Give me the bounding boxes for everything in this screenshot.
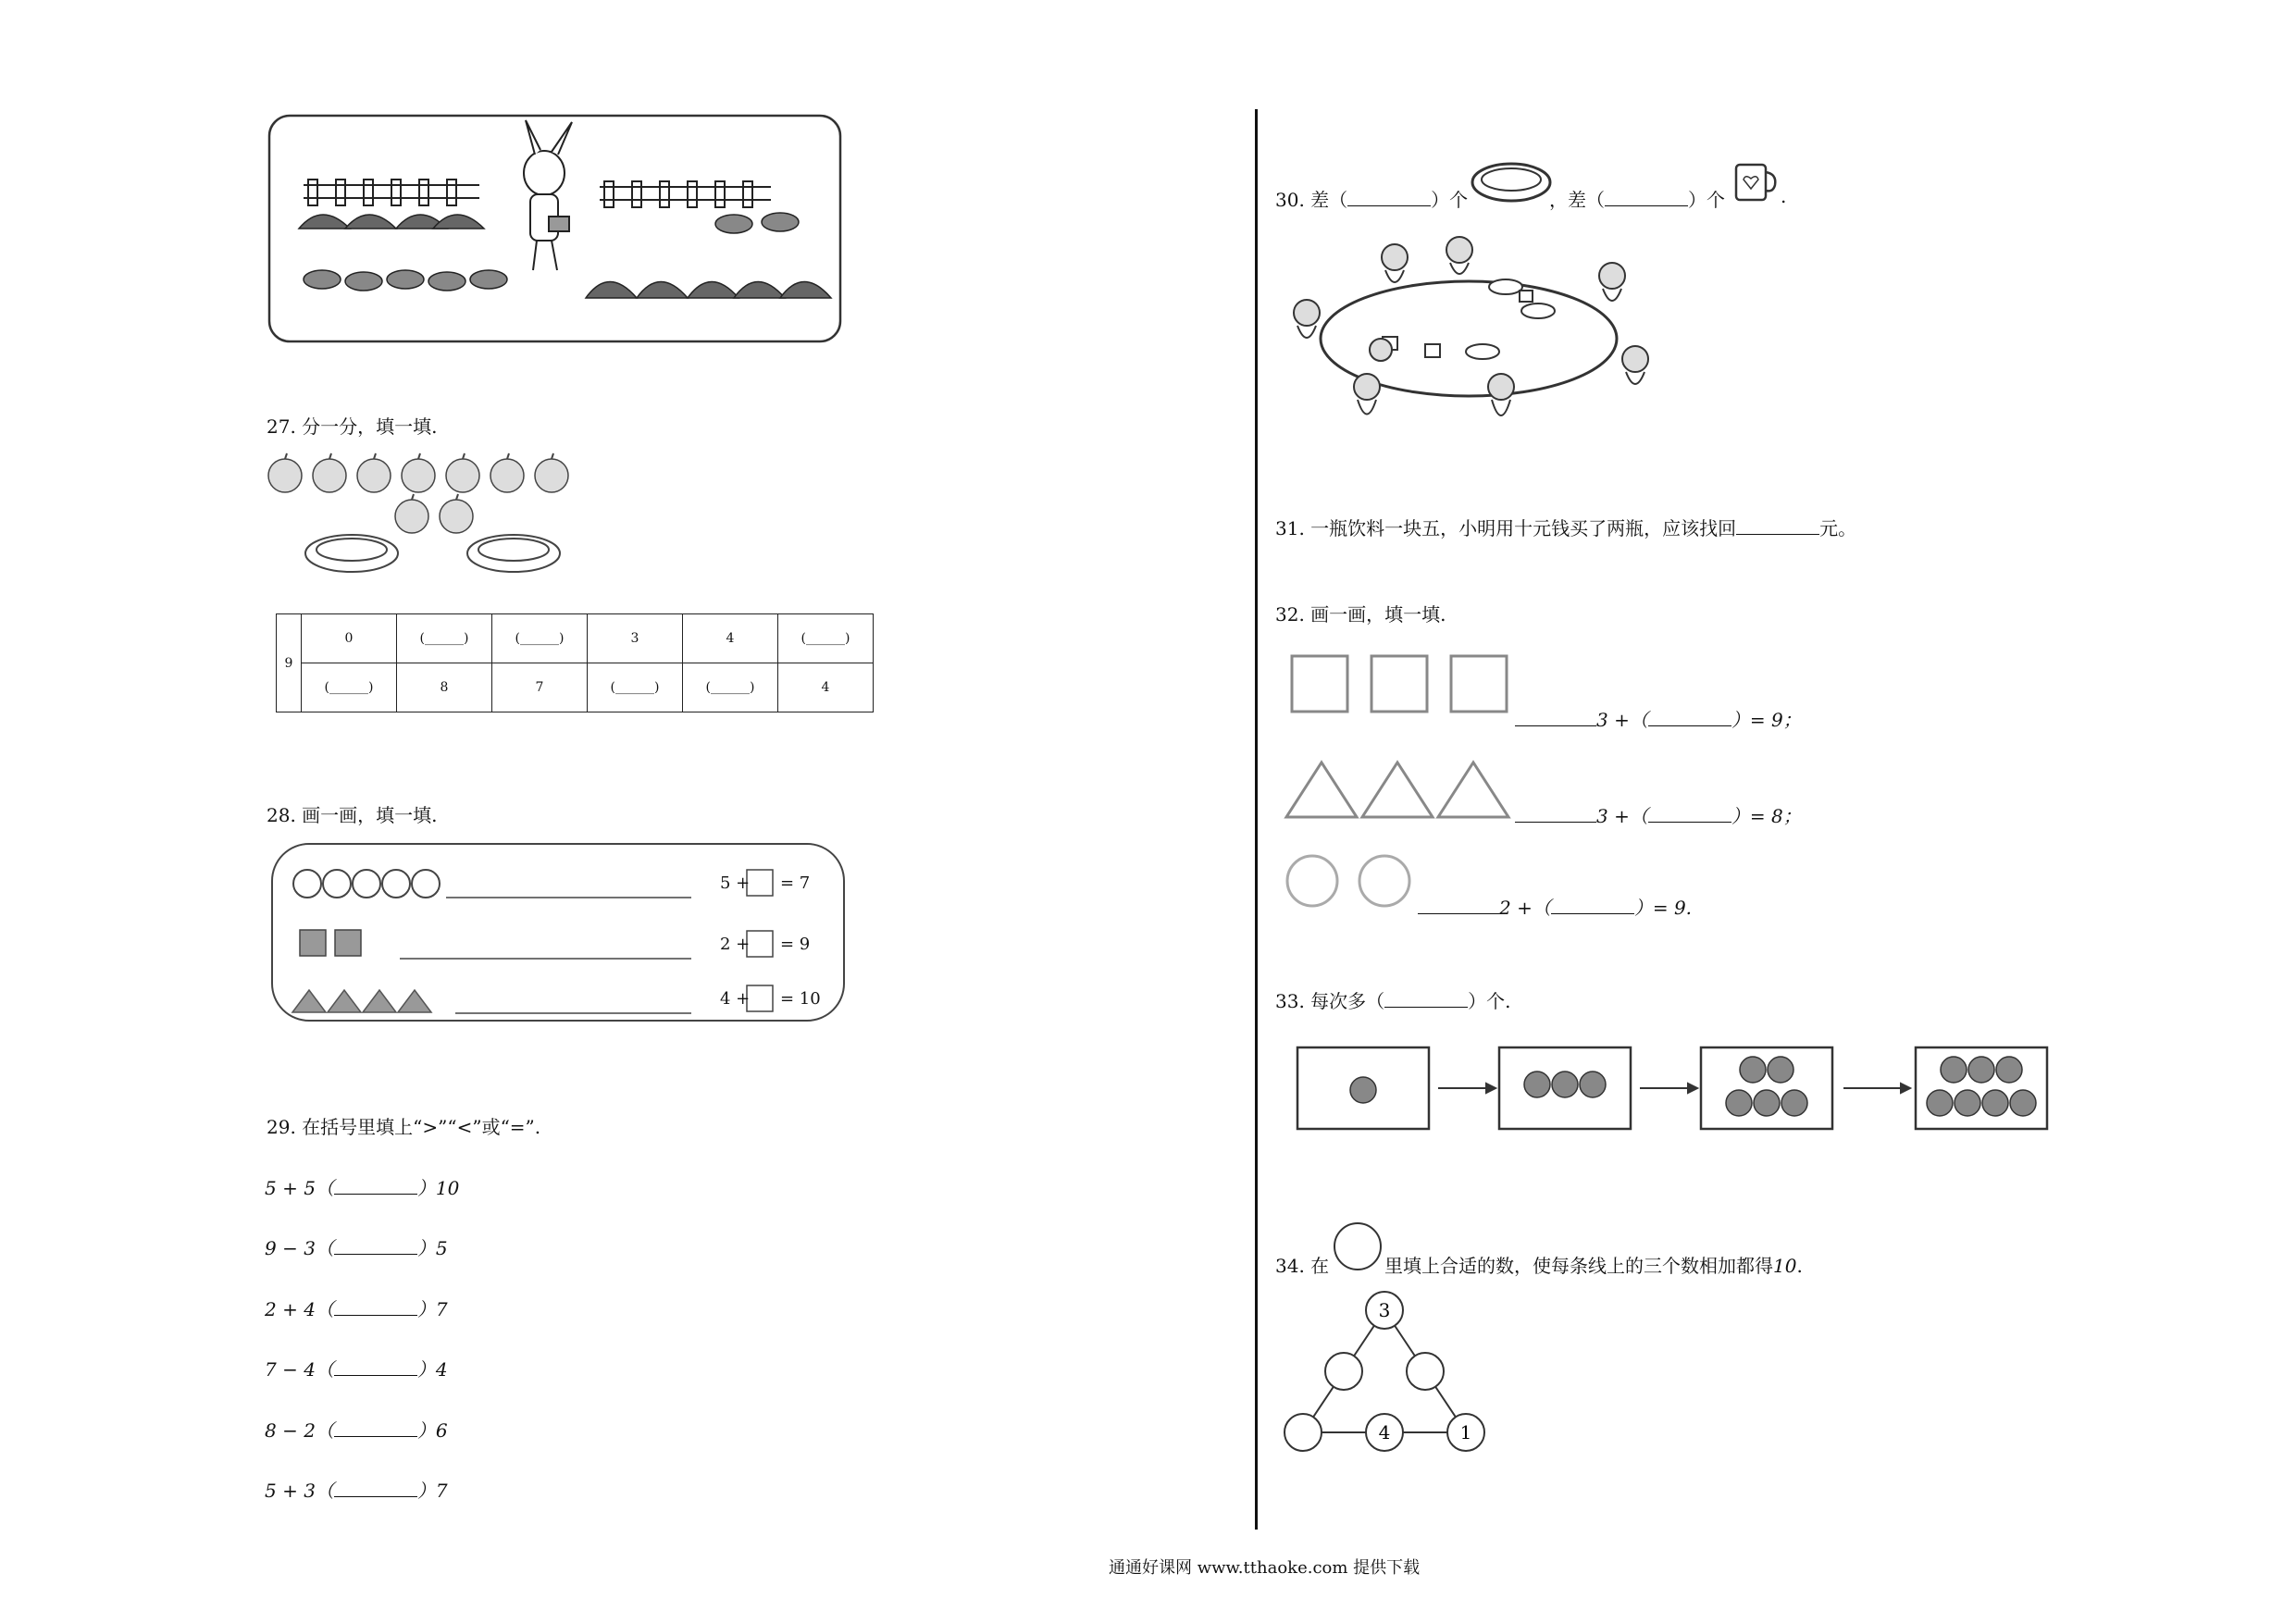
squares-row — [1288, 652, 1515, 721]
q27-title: 27. 分一分，填一填. — [267, 415, 438, 438]
circle-icon — [1333, 1221, 1383, 1275]
table-cell: 4 — [683, 614, 778, 663]
table-cell[interactable]: (______) — [778, 614, 874, 663]
answer-blank[interactable] — [334, 1254, 417, 1255]
answer-blank[interactable] — [1347, 205, 1431, 206]
q28-eq1-left: 5 + — [720, 873, 751, 893]
apple-icon — [268, 459, 568, 533]
answer-blank[interactable] — [1736, 534, 1819, 535]
q28-eq3-right: = 10 — [780, 989, 821, 1009]
answer-blank[interactable] — [1605, 205, 1688, 206]
node-value-top: 3 — [1378, 1299, 1391, 1321]
node-value-bottom-mid: 4 — [1378, 1421, 1391, 1443]
column-divider — [1255, 109, 1258, 1530]
answer-blank[interactable] — [1648, 725, 1731, 726]
squirrel-party-picture — [1279, 229, 1658, 446]
split-table — [276, 613, 874, 712]
answer-blank[interactable] — [1515, 822, 1596, 823]
triangles-row — [1283, 757, 1514, 825]
cup-icon — [1732, 159, 1779, 209]
table-cell[interactable]: (______) — [683, 663, 778, 712]
triangle-node — [1407, 1353, 1444, 1390]
q29-item: 7 − 4（ ）4 — [265, 1358, 448, 1381]
number-triangle — [1277, 1286, 1490, 1466]
answer-blank[interactable] — [1648, 822, 1731, 823]
table-cell: 7 — [492, 663, 588, 712]
rabbit-garden-picture — [267, 113, 845, 350]
q28-title: 28. 画一画，填一填. — [267, 804, 438, 826]
answer-blank[interactable] — [334, 1194, 417, 1195]
q33-line: 33. 每次多（ ）个. — [1275, 990, 1511, 1012]
answer-blank[interactable] — [1384, 1007, 1468, 1008]
table-total: 9 — [277, 614, 302, 712]
q32-eq3: 2 +（ ）= 9. — [1418, 893, 1692, 920]
triangle-node — [1325, 1353, 1362, 1390]
answer-blank[interactable] — [334, 1496, 417, 1497]
table-cell: 0 — [302, 614, 397, 663]
q30-line2: ，差（ ）个 — [1549, 189, 1725, 211]
plate-icon — [1470, 159, 1553, 209]
table-cell[interactable]: (______) — [588, 663, 683, 712]
plate-icon — [305, 535, 560, 572]
q32-eq1: 3 +（ ）= 9； — [1515, 705, 1802, 732]
q28-eq3-left: 4 + — [720, 989, 751, 1009]
q32-eq2: 3 +（ ）= 8； — [1515, 801, 1802, 828]
answer-blank[interactable] — [1418, 913, 1499, 914]
q29-item: 9 − 3（ ）5 — [265, 1237, 448, 1259]
page-footer: 通通好课网 www.tthaoke.com 提供下载 — [1109, 1558, 1421, 1578]
table-cell: 4 — [778, 663, 874, 712]
q30-line: 30. 差（ ）个 — [1275, 189, 1469, 211]
q28-eq2-right: = 9 — [780, 935, 811, 954]
table-cell[interactable]: (______) — [397, 614, 492, 663]
q32-title: 32. 画一画，填一填. — [1275, 603, 1446, 626]
circles-row — [1283, 851, 1421, 914]
triangle-node — [1285, 1414, 1322, 1451]
q28-eq2-left: 2 + — [720, 935, 751, 954]
q29-item: 8 − 2（ ）6 — [265, 1419, 448, 1442]
table-cell[interactable]: (______) — [492, 614, 588, 663]
table-cell: 8 — [397, 663, 492, 712]
q31-line: 31. 一瓶饮料一块五，小明用十元钱买了两瓶，应该找回 元。 — [1275, 517, 1857, 539]
q29-item: 5 + 3（ ）7 — [265, 1480, 448, 1502]
answer-blank[interactable] — [1551, 913, 1634, 914]
q34-line: 里填上合适的数，使每条线上的三个数相加都得10. — [1384, 1255, 1803, 1277]
answer-blank[interactable] — [1515, 725, 1596, 726]
apples-and-plates — [267, 452, 581, 594]
q34-prefix: 34. 在 — [1275, 1255, 1330, 1277]
q29-title: 29. 在括号里填上“>”“<”或“=”. — [267, 1116, 541, 1138]
q28-eq1-right: = 7 — [780, 873, 811, 893]
table-cell[interactable]: (______) — [302, 663, 397, 712]
q28-box — [270, 842, 846, 1026]
answer-blank[interactable] — [334, 1375, 417, 1376]
answer-blank[interactable] — [334, 1315, 417, 1316]
q29-item: 2 + 4（ ）7 — [265, 1298, 448, 1320]
node-value-bottom-right: 1 — [1459, 1421, 1472, 1443]
q29-item: 5 + 5（ ）10 — [265, 1177, 460, 1199]
q30-end: . — [1781, 185, 1787, 207]
table-cell: 3 — [588, 614, 683, 663]
dots-sequence — [1294, 1044, 2053, 1136]
answer-blank[interactable] — [334, 1436, 417, 1437]
